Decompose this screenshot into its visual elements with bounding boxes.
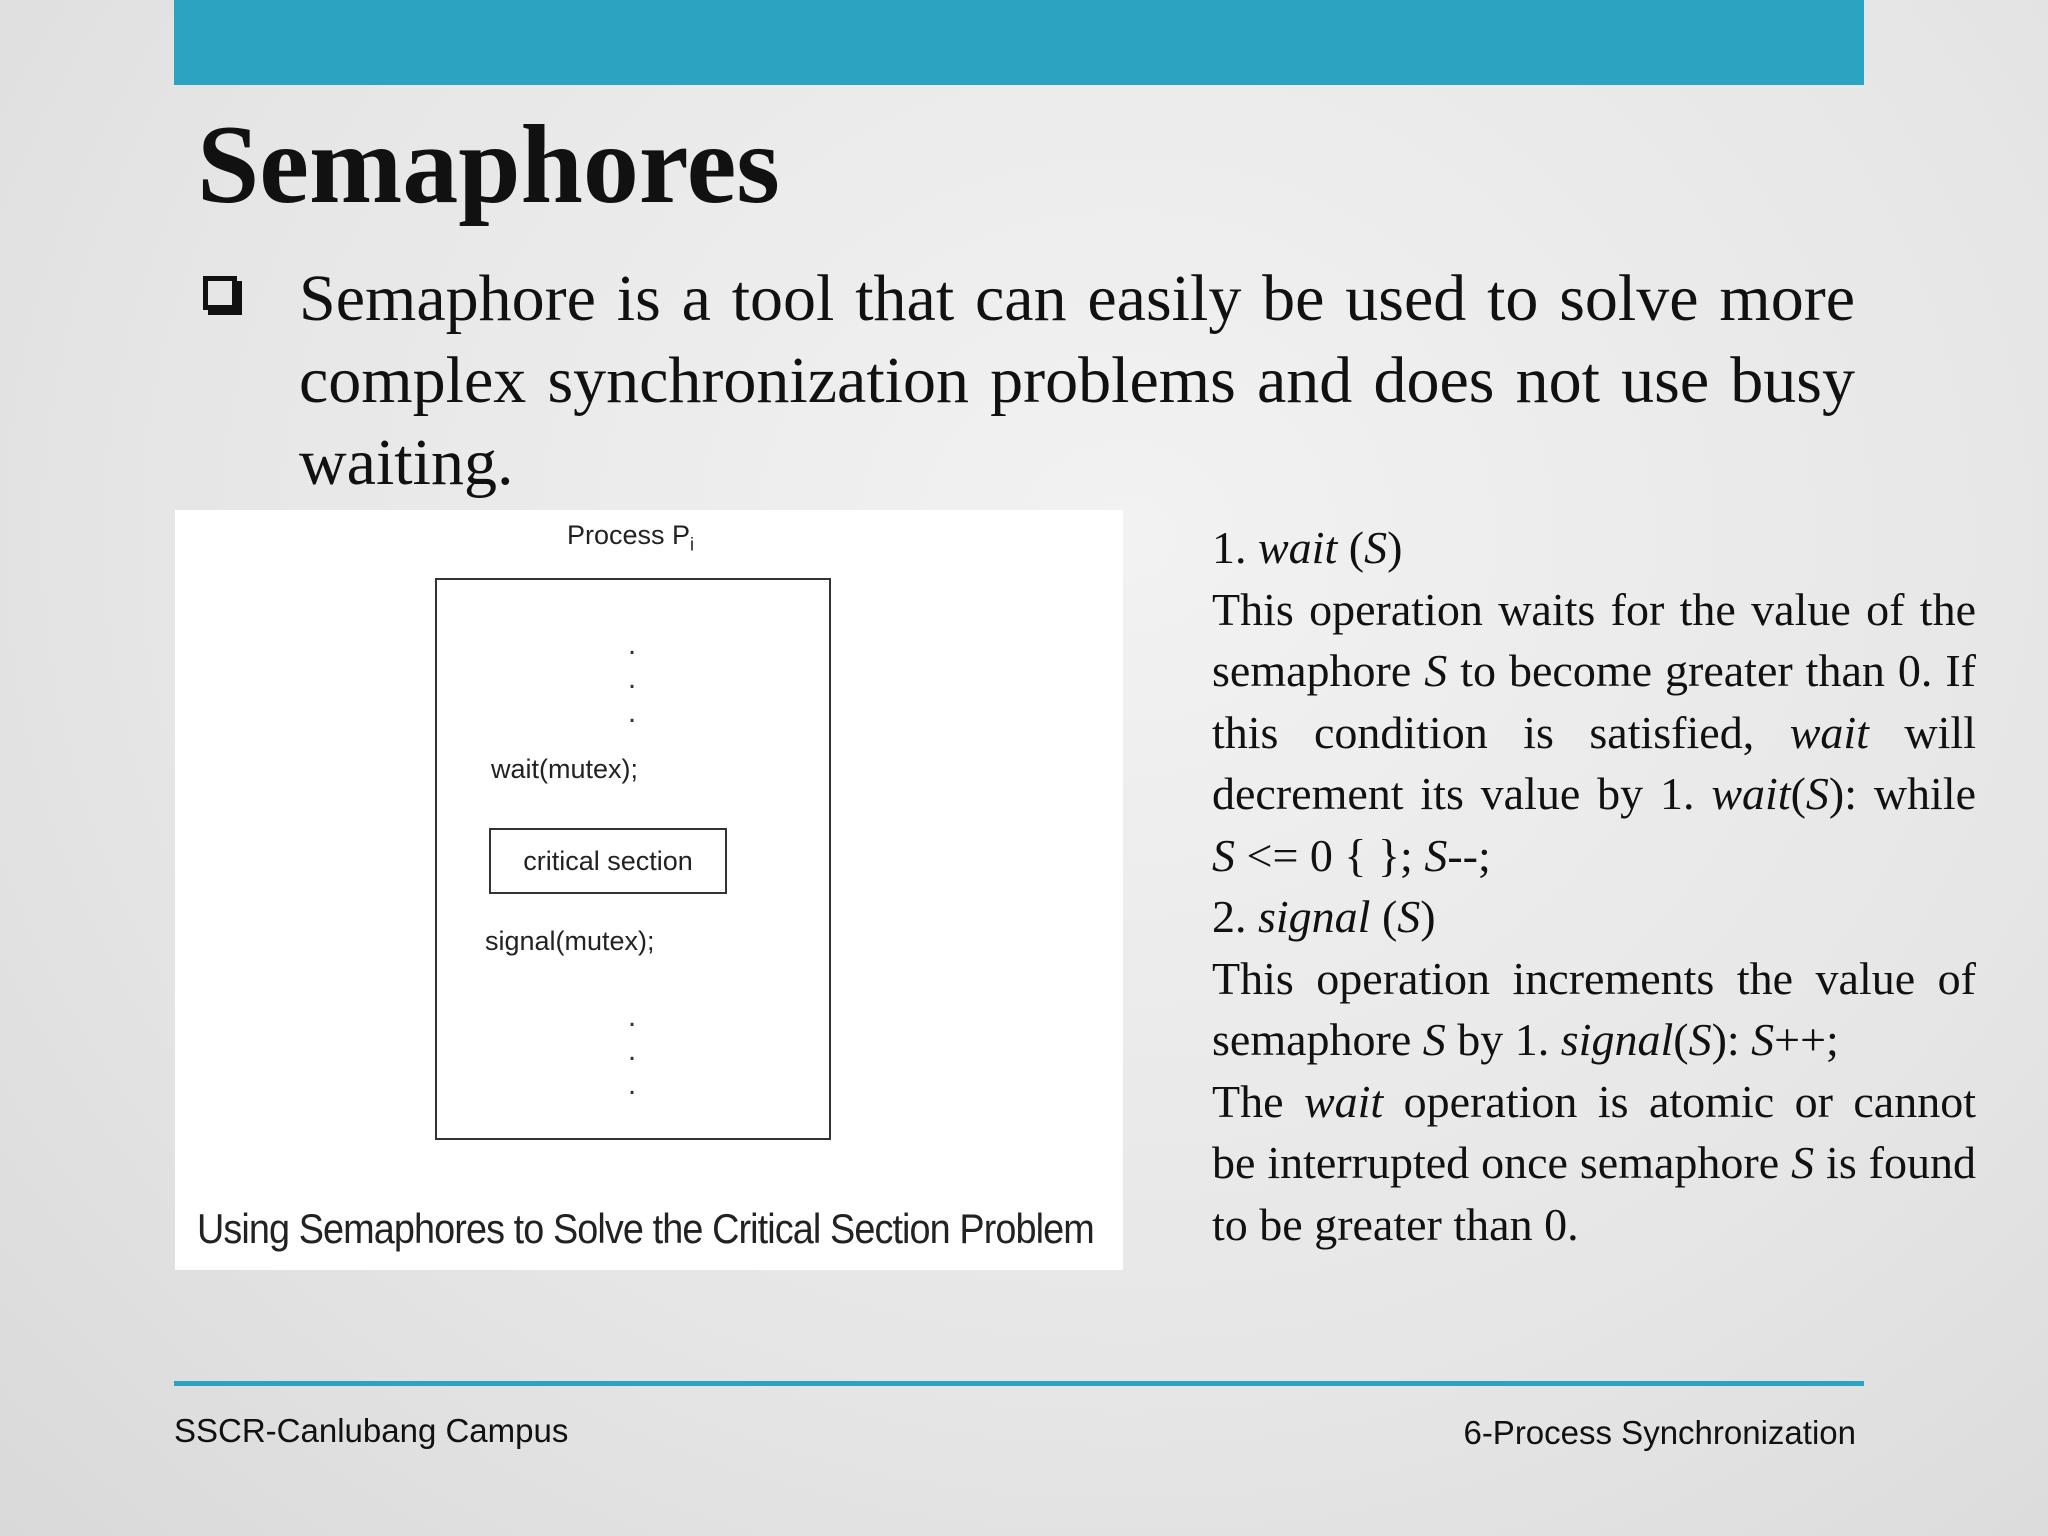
atomic-description — [1212, 1071, 1976, 1256]
figure-caption: Using Semaphores to Solve the Critical Section Problem — [197, 1205, 1094, 1252]
wait-code-var3: S — [1424, 829, 1448, 881]
slide-title: Semaphores — [197, 103, 780, 227]
wait-code-mid: ): while — [1828, 768, 1977, 819]
wait-code-open: ( — [1790, 768, 1806, 819]
wait-heading-op: wait — [1258, 522, 1338, 573]
signal-body-part2: by 1. — [1445, 1014, 1561, 1065]
wait-heading-open: ( — [1337, 522, 1365, 573]
signal-description — [1212, 948, 1976, 1071]
signal-code-var2: S — [1751, 1014, 1775, 1065]
wait-body-part2: to become greater than 0. If this condition is satisfied, — [1212, 645, 1976, 758]
wait-code-end: --; — [1447, 829, 1491, 881]
signal-mutex-line: signal(mutex); — [485, 926, 655, 956]
signal-heading-open: ( — [1370, 891, 1398, 942]
wait-code-op: wait — [1711, 768, 1791, 819]
critical-section-box: critical section — [489, 828, 727, 894]
checkbox-bullet-icon — [203, 276, 237, 310]
signal-code-mid: ): — [1711, 1014, 1752, 1065]
signal-code-open: ( — [1673, 1014, 1689, 1065]
wait-code-condition: <= 0 { }; — [1235, 829, 1425, 881]
bullet-text: Semaphore is a tool that can easily be used to solve more complex synchronization problems and does not use busy waiting. — [299, 262, 1855, 499]
signal-code-op: signal — [1560, 1014, 1674, 1065]
vdots-bottom: . . . — [627, 1000, 637, 1101]
signal-code-var: S — [1688, 1014, 1712, 1065]
wait-heading-var: S — [1364, 522, 1388, 573]
wait-description — [1212, 579, 1976, 887]
process-label — [567, 520, 694, 555]
signal-code-end: ++; — [1774, 1014, 1839, 1065]
process-label-text: Process P — [567, 520, 691, 550]
footer-divider — [174, 1381, 1864, 1386]
wait-mutex-line: wait(mutex); — [491, 754, 639, 784]
signal-heading — [1212, 886, 1976, 948]
process-label-subscript: i — [690, 534, 695, 555]
wait-code-var: S — [1805, 768, 1829, 819]
semaphore-figure — [175, 510, 1123, 1270]
wait-heading — [1212, 517, 1976, 579]
atomic-part1: The — [1212, 1075, 1304, 1127]
wait-body-var: S — [1424, 645, 1448, 696]
signal-body-part1: This operation increments the value of semaphore — [1212, 952, 1976, 1065]
wait-code-var2: S — [1212, 829, 1235, 881]
wait-heading-close: ) — [1387, 522, 1403, 573]
process-box — [435, 578, 831, 1140]
atomic-part3: is found to be greater than 0. — [1212, 1137, 1976, 1250]
atomic-op: wait — [1303, 1075, 1384, 1127]
operations-description — [1212, 517, 1976, 1255]
signal-body-var: S — [1422, 1014, 1446, 1065]
atomic-part2: operation is atomic or cannot be interrupted once semaphore — [1212, 1075, 1976, 1188]
signal-heading-var: S — [1397, 891, 1421, 942]
footer-campus: SSCR-Canlubang Campus — [174, 1412, 569, 1449]
top-accent-bar — [174, 0, 1864, 85]
bullet-point — [197, 258, 1857, 504]
signal-heading-op: signal — [1258, 891, 1371, 942]
wait-body-part3: will decrement its value by 1. — [1212, 706, 1976, 819]
signal-heading-close: ) — [1420, 891, 1436, 942]
vdots-top: . . . — [627, 628, 637, 729]
wait-body-op: wait — [1789, 706, 1869, 758]
signal-heading-number: 2. — [1212, 891, 1258, 942]
wait-heading-number: 1. — [1212, 522, 1258, 573]
footer-chapter: 6-Process Synchronization — [1463, 1414, 1856, 1451]
wait-body-part1: This operation waits for the value of the semaphore — [1212, 583, 1976, 696]
atomic-var: S — [1791, 1137, 1815, 1188]
